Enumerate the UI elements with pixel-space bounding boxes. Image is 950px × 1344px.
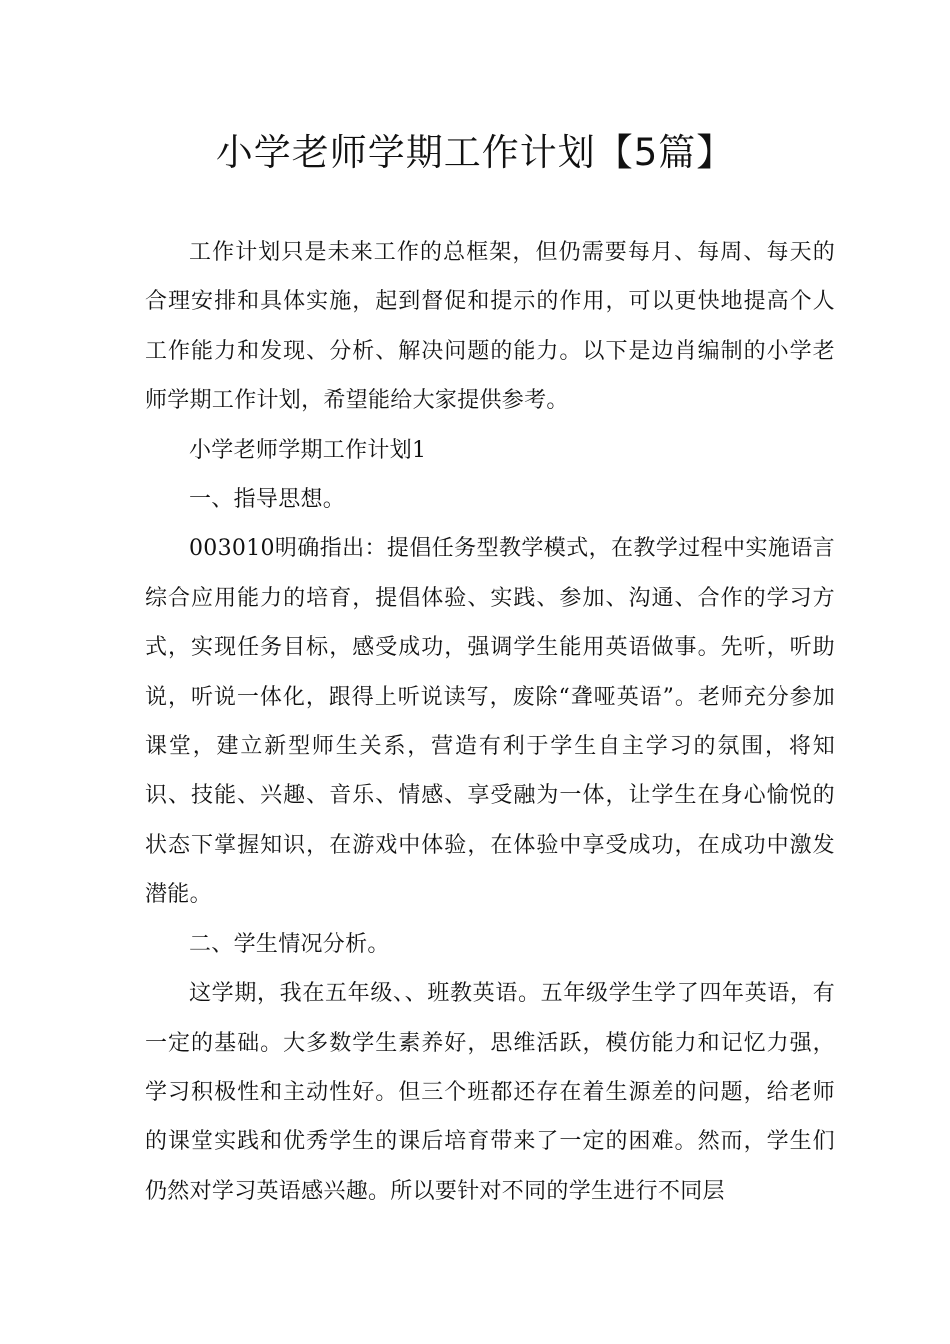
student-analysis-paragraph: 这学期，我在五年级、、班教英语。五年级学生学了四年英语，有一定的基础。大多数学生素养好，思维活跃，模仿能力和记忆力强，学习积极性和主动性好。但三个班都还存在着生源差的问题，给老师的课堂实践和优秀学生的课后培育带来了一定的困难。然而，学生们仍然对学习英语感兴趣。所以要针对不同的学生进行不同层: [145, 981, 835, 1204]
section-heading-student-analysis: 二、学生情况分析。: [189, 931, 390, 957]
guiding-ideology-paragraph: 003010明确指出：提倡任务型教学模式，在教学过程中实施语言综合应用能力的培育，提倡体验、实践、参加、沟通、合作的学习方式，实现任务目标，感受成功，强调学生能用英语做事。先听，听助说，听说一体化，跟得上听说读写，废除“聋哑英语”。老师充分参加课堂，建立新型师生关系，营造有利于学生自主学习的氛围，将知识、技能、兴趣、音乐、情感、享受融为一体，让学生在身心愉悦的状态下掌握知识，在游戏中体验，在体验中享受成功，在成功中激发潜能。: [145, 536, 835, 908]
section-heading-plan-1: 小学老师学期工作计划1: [189, 437, 427, 463]
intro-paragraph: 工作计划只是未来工作的总框架，但仍需要每月、每周、每天的合理安排和具体实施，起到督促和提示的作用，可以更快地提高个人工作能力和发现、分析、解决问题的能力。以下是边肖编制的小学老师学期工作计划，希望能给大家提供参考。: [145, 240, 835, 414]
document-title: 小学老师学期工作计划【5篇】: [215, 131, 735, 174]
document-body: [145, 228, 835, 1216]
section-heading-guiding-ideology: 一、指导思想。: [189, 487, 346, 513]
